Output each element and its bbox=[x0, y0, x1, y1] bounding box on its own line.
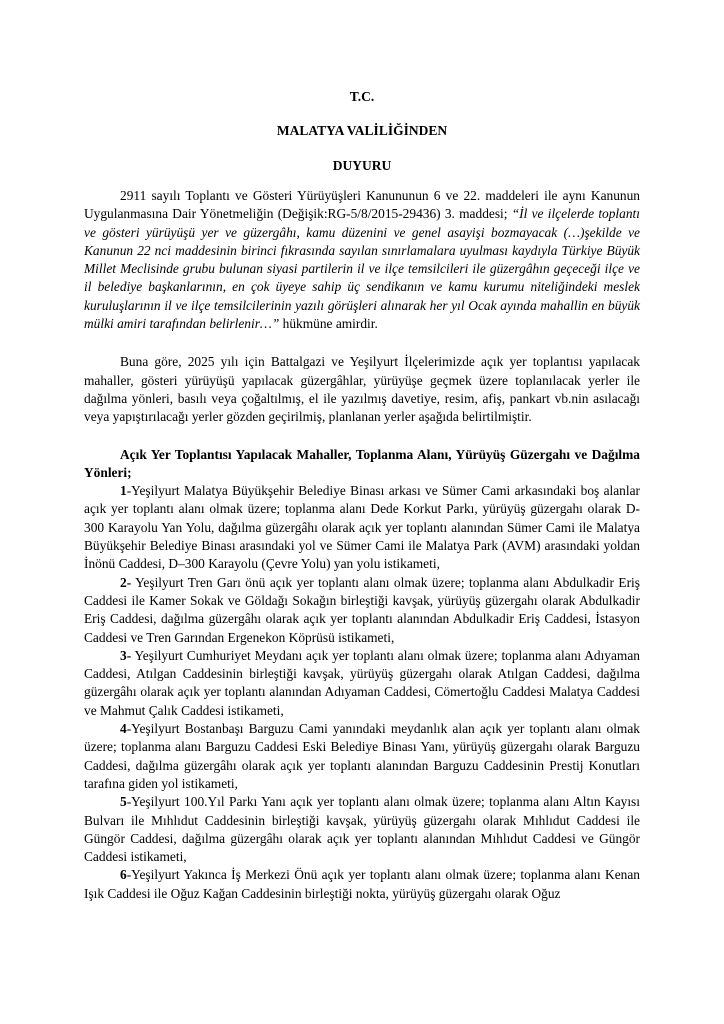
intro-lead: 2911 sayılı Toplantı ve Gösteri Yürüyüşleri Kanununun 6 ve 22. maddeleri ile aynı Kanunun Uygulanmasına Dair Yönetmeliğin (Değişik:RG-5/8/2015-29436) 3. maddesi; bbox=[84, 188, 640, 222]
section-title-text: Açık Yer Toplantısı Yapılacak Mahaller, Toplanma Alanı, Yürüyüş Güzergahı ve Dağılma Yönleri; bbox=[84, 446, 640, 480]
item-number: 2- bbox=[120, 574, 132, 590]
list-item-4 bbox=[84, 720, 640, 793]
item-text: -Yeşilyurt Bostanbaşı Barguzu Cami yanındaki meydanlık alan açık yer toplantı alanı olmak üzere; toplanma alanı Barguzu Caddesi Eski Belediye Binası Yanı, yürüyüş güzergahı olarak Barguzu Caddesi, dağılma güzergâhı olarak açık yer toplantı alanından Barguzu Caddesinin Prestij Konutları tarafına giden yol istikameti, bbox=[84, 721, 640, 791]
list-item-5 bbox=[84, 793, 640, 866]
item-number: 3- bbox=[120, 647, 132, 663]
header-tc: T.C. bbox=[349, 89, 375, 104]
item-text: -Yeşilyurt Yakınca İş Merkezi Önü açık yer toplantı alanı olmak üzere; toplanma alanı Kenan Işık Caddesi ile Oğuz Kağan Caddesinin birleştiği nokta, yürüyüş güzergahı olarak Oğuz bbox=[84, 867, 640, 901]
item-number: 1 bbox=[120, 483, 127, 499]
list-item-3 bbox=[84, 647, 640, 720]
list-item-6 bbox=[84, 866, 640, 903]
item-text: Yeşilyurt Tren Garı önü açık yer toplantı alanı olmak üzere; toplanma alanı Abdulkadir Eriş Caddesi ile Kamer Sokak ve Göldağı Sokağın birleştiği kavşak, yürüyüş güzergahı olarak Abdulkadir Eriş Caddesi, dağılma güzergâhı olarak açık yer toplantı alanından Abdulkadir Eriş Caddesi, İstasyon Caddesi ve Tren Garından Ergenekon Köprüsü istikameti, bbox=[84, 574, 640, 645]
regulation-quote: “İl ve ilçelerde toplantı ve gösteri yürüyüşü yer ve güzergâhı, kamu düzenini ve genel asayişi bozmayacak (…)şekilde ve Kanunun 22 nci maddesinin birinci fıkrasında sayılan sınırlamalara uyulması kaydıyla Türkiye Büyük Millet Meclisinde grubu bulunan siyasi partilerin il ve ilçe temsilcileri ile güzergâhın geçeceği ilçe ve il belediye başkanlarının, en çok üyeye sahip üç sendikanın ve kamu kurumu niteliğindeki meslek kuruluşlarının il ve ilçe temsilcilerinin yazılı görüşleri alınarak her yıl Ocak ayında mahallin en büyük mülki amiri tarafından belirlenir…” bbox=[84, 206, 640, 332]
item-text: -Yeşilyurt Malatya Büyükşehir Belediye Binası arkası ve Sümer Cami arkasındaki boş alanlar açık yer toplantı alanı olmak üzere; toplanma alanı Dede Korkut Parkı, yürüyüş güzergahı olarak D-300 Karayolu Yan Yolu, dağılma güzergâhı olarak açık yer toplantı alanından Sümer Cami ile Malatya Büyükşehir Belediye Binası arasındaki yol ve Sümer Cami ile Malatya Park (AVM) arasındaki yoldan İnönü Caddesi, D–300 Karayolu (Çevre Yolu) yan yolu istikameti, bbox=[84, 483, 640, 572]
item-number: 5 bbox=[120, 794, 127, 810]
intro-tail: hükmüne amirdir. bbox=[279, 316, 378, 332]
intro-paragraph-1 bbox=[84, 187, 640, 333]
list-item-1 bbox=[84, 482, 640, 573]
item-number: 4 bbox=[120, 721, 127, 737]
header-title: DUYURU bbox=[332, 158, 392, 173]
header-authority: MALATYA VALİLİĞİNDEN bbox=[276, 123, 448, 138]
item-text: -Yeşilyurt 100.Yıl Parkı Yanı açık yer toplantı alanı olmak üzere; toplanma alanı Altın Kayısı Bulvarı ile Mıhlıdut Caddesinin birleştiği kavşak, yürüyüş güzergahı olarak Mıhlıdut Caddesi ile Güngör Caddesi, dağılma güzergâhı olarak açık yer toplantı alanından Mıhlıdut Caddesi ve Güngör Caddesi istikameti, bbox=[84, 794, 640, 865]
intro-paragraph-2: Buna göre, 2025 yılı için Battalgazi ve Yeşilyurt İlçelerimizde açık yer toplantısı yapılacak mahaller, gösteri yürüyüşü yapılacak güzergâhlar, yürüyüşe geçmek üzere toplanılacak yerler ile dağılma yönleri, basılı veya çoğaltılmış, el ile yazılmış davetiye, resim, afiş, pankart vb.nin asılacağı veya yapıştırılacağı yerler gözden geçirilmiş, planlanan yerler aşağıda belirtilmiştir. bbox=[84, 354, 640, 425]
list-item-2 bbox=[84, 574, 640, 647]
item-number: 6 bbox=[120, 867, 127, 883]
section-title bbox=[84, 446, 640, 483]
item-text: Yeşilyurt Cumhuriyet Meydanı açık yer toplantı alanı olmak üzere; toplanma alanı Adıyaman Caddesi, Atılgan Caddesinin birleştiği kavşak, yürüyüş güzergahı olarak Atılgan Caddesi, dağılma güzergâhı olarak açık yer toplantı alanından Adıyaman Caddesi, Cömertoğlu Caddesi Malatya Caddesi ve Mahmut Çalık Caddesi istikameti, bbox=[84, 647, 640, 718]
document-body bbox=[84, 187, 640, 903]
